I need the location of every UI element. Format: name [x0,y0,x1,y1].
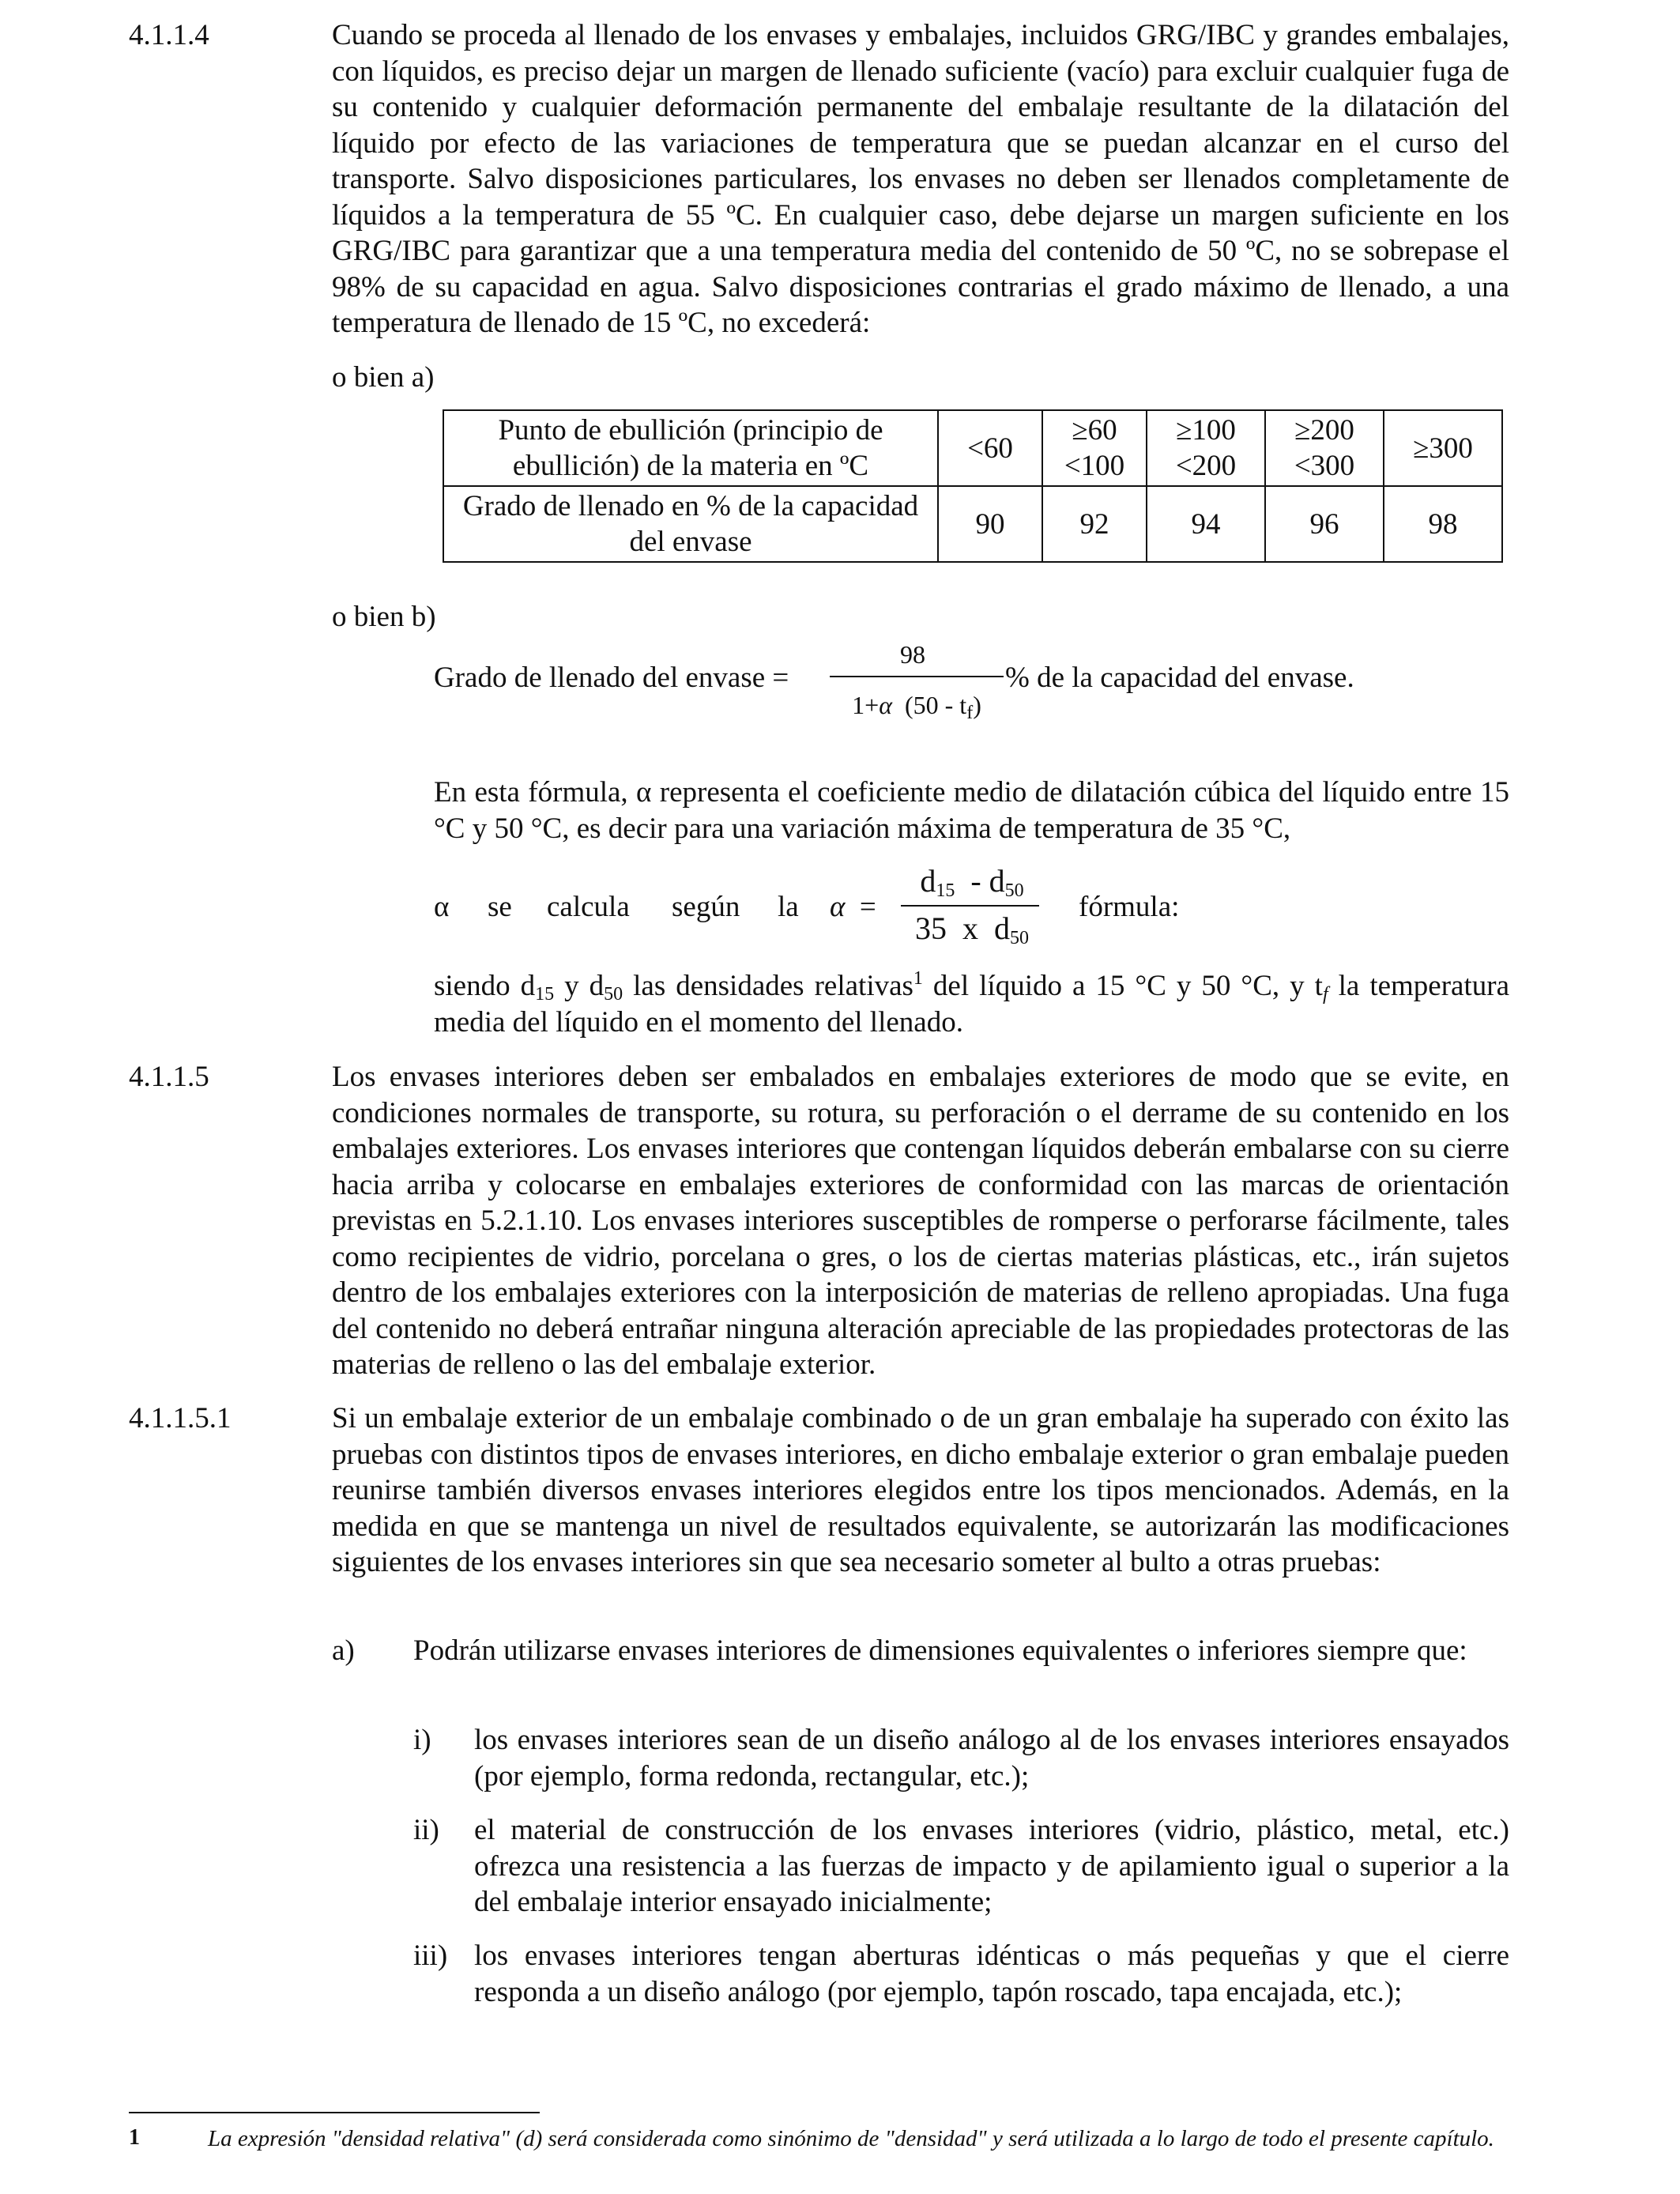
la-word: la [778,891,799,923]
table-row-label: Grado de llenado en % de la capacidad del envase [443,486,938,562]
section-number-4-1-1-4: 4.1.1.4 [129,19,209,51]
sub-item-text: los envases interiores sean de un diseño análogo al de los envases interiores ensayados (por ejemplo, forma redonda, rectangular, etc.); [474,1724,1509,1793]
table-row [443,486,1502,562]
table-cell: 96 [1265,486,1384,562]
table-row [443,410,1502,486]
footnote-separator [129,2112,540,2113]
item-a-label: a) [332,1634,355,1667]
alpha-explanation: En esta fórmula, α representa el coeficiente medio de dilatación cúbica del líquido entre 15 °C y 50 °C, es decir para una variación máxima de temperatura de 35 °C, [434,776,1509,845]
table-cell: <60 [938,410,1042,486]
fraction-bar [830,676,1004,677]
table-cell: 98 [1384,486,1502,562]
fraction-bar [901,905,1039,907]
table-cell: ≥200 <300 [1265,410,1384,486]
table-cell: 92 [1042,486,1147,562]
formula-rhs: % de la capacidad del envase. [1005,662,1354,694]
sub-item-text: los envases interiores tengan aberturas idénticas o más pequeñas y que el cierre responda a un diseño análogo (por ejemplo, tapón roscado, tapa encajada, etc.); [474,1940,1509,2008]
alpha-word: α [434,891,450,923]
alpha-numerator: $d_{15} - d_{50}$ [920,863,1024,901]
section-4-1-1-4-paragraph: Cuando se proceda al llenado de los envases y embalajes, incluidos GRG/IBC y grandes embalajes, con líquidos, es preciso dejar un margen de llenado suficiente (vacío) para excluir cualquier fuga de su contenido y cualquier deformación permanente del embalaje resultante de la dilatación del líquido por efecto de las variaciones de temperatura que se puedan alcanzar en el curso del transporte. Salvo disposiciones particulares, los envases no deben ser llenados completamente de líquidos a la temperatura de 55 ºC. En cualquier caso, debe dejarse un margen suficiente en los GRG/IBC para garantizar que a una temperatura media del contenido de 50 ºC, no se sobrepase el 98% de su capacidad en agua. Salvo disposiciones contrarias el grado máximo de llenado, a una temperatura de llenado de 15 ºC, no excederá: [332,19,1509,339]
table-cell: ≥100 <200 [1147,410,1265,486]
formula-word: fórmula: [1079,891,1180,923]
option-a-label: o bien a) [332,361,435,394]
section-number-4-1-1-5-1: 4.1.1.5.1 [129,1402,232,1434]
segun-word: según [672,891,740,923]
filling-degree-table [443,409,1503,563]
calcula-word: calcula [547,891,630,923]
sub-item-label: i) [413,1724,431,1756]
table-cell: ≥300 [1384,410,1502,486]
section-4-1-1-5-paragraph: Los envases interiores deben ser embalados en embalajes exteriores de modo que se evite, en condiciones normales de transporte, su rotura, su perforación o el derrame de su contenido en los embalajes exteriores. Los envases interiores que contengan líquidos deberán embalarse con su cierre hacia arriba y colocarse en embalajes exteriores de conformidad con las marcas de orientación previstas en 5.2.1.10. Los envases interiores susceptibles de romperse o perforarse fácilmente, tales como recipientes de vidrio, porcelana o gres, o los de ciertas materias plásticas, etc., irán sujetos dentro de los embalajes exteriores con la interposición de materias de relleno apropiadas. Una fuga del contenido no deberá entrañar ninguna alteración apreciable de las propiedades protectoras de las materias de relleno o las del embalaje exterior. [332,1061,1509,1381]
table-cell: ≥60 <100 [1042,410,1147,486]
footnote-mark: 1 [129,2125,140,2150]
section-4-1-1-5-1-paragraph: Si un embalaje exterior de un embalaje combinado o de un gran embalaje ha superado con éxito las pruebas con distintos tipos de envases interiores, en dicho embalaje exterior o gran embalaje pueden reunirse también diversos envases interiores elegidos entre los tipos mencionados. Además, en la medida en que se mantenga un nivel de resultados equivalente, se autorizarán las modificaciones siguientes de los envases interiores sin que sea necesario someter al bulto a otras pruebas: [332,1402,1509,1578]
formula-lhs: Grado de llenado del envase = [434,662,789,694]
alpha-denominator: 35 x $d_{50}$ [915,910,1029,948]
formula-denominator: 1+α $(50 - t_f)$ [852,691,981,723]
formula-numerator: 98 [900,640,925,669]
table-cell: 90 [938,486,1042,562]
sub-item-label: ii) [413,1814,439,1846]
sub-item-text: el material de construcción de los envases interiores (vidrio, plástico, metal, etc.) ofrezca una resistencia a las fuerzas de impacto y de apilamiento igual o superior a la del embalaje interior ensayado inicialmente; [474,1814,1509,1918]
footnote-text: La expresión "densidad relativa" (d) será considerada como sinónimo de "densidad" y será utilizada a lo largo de todo el presente capítulo. [208,2126,1494,2151]
section-number-4-1-1-5: 4.1.1.5 [129,1061,209,1093]
table-row-label: Punto de ebullición (principio de ebullición) de la materia en ºC [443,410,938,486]
se-word: se [488,891,512,923]
item-a-text: Podrán utilizarse envases interiores de dimensiones equivalentes o inferiores siempre que: [413,1634,1467,1667]
table-cell: 94 [1147,486,1265,562]
sub-item-label: iii) [413,1940,448,1972]
option-b-label: o bien b) [332,601,436,633]
alpha-equals: α = [830,891,876,923]
siendo-paragraph: siendo $d_{15}$ y $d_{50}$ las densidades relativas$^1$ del líquido a 15 °C y 50 °C, y $t_f$ la temperatura media del líquido en el momento del llenado. [434,968,1509,1039]
